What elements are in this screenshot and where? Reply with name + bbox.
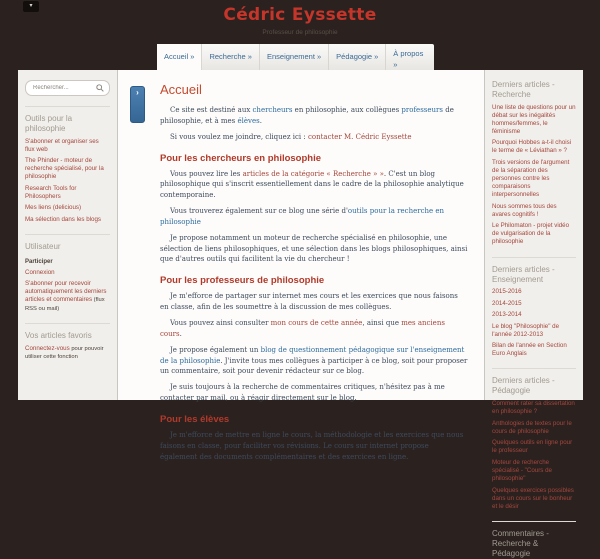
recent-article-link[interactable]: 2015-2016 xyxy=(492,288,522,295)
inline-link[interactable]: Connectez-vous xyxy=(25,344,70,352)
widget-heading-favorites: Vos articles favoris xyxy=(25,323,110,341)
participate-label: Participer xyxy=(25,259,53,266)
widget-heading-user: Utilisateur xyxy=(25,234,110,252)
section-heading-researchers: Pour les chercheurs en philosophie xyxy=(160,152,322,164)
text-segment: (flux RSS ou mail) xyxy=(25,297,105,312)
text-segment: . J'invite tous mes collègues à participer à ce blog, soit pour proposer un commentaire, soit pour devenir rédacteur sur ce blog. xyxy=(160,356,468,376)
paragraph-courses xyxy=(160,318,468,340)
widget-heading-commentaires: Commentaires - Recherche & Pédagogie xyxy=(492,521,576,559)
section-heading-teachers: Pour les professeurs de philosophie xyxy=(160,275,325,287)
login-link[interactable]: Connexion xyxy=(25,268,55,276)
recherche-link-list xyxy=(492,104,576,247)
text-segment: . C'est un blog philosophique qui s'inscrit essentiellement dans le cadre de la philosophie analytique contemporaine. xyxy=(160,169,464,200)
paragraph-tools xyxy=(160,206,468,228)
recent-article-link[interactable]: Quelques outils en ligne pour le professeur xyxy=(492,439,573,455)
recent-article-link[interactable]: Anthologies de textes pour le cours de philosophie xyxy=(492,419,572,435)
search-icon xyxy=(96,84,104,92)
inline-link[interactable]: professeurs xyxy=(401,106,443,114)
right-sidebar xyxy=(484,70,583,558)
recent-article-link[interactable]: 2013-2014 xyxy=(492,311,522,319)
recent-article-link[interactable]: Quelques exercices possibles dans un cours sur le bonheur et le désir xyxy=(492,486,574,510)
nav-tab-accueil[interactable]: Accueil » xyxy=(157,44,202,70)
recent-article-link[interactable]: Le blog "Philosophie" de l'année 2012-2013 xyxy=(492,322,560,338)
nav-tab-enseignement[interactable]: Enseignement » xyxy=(260,44,329,70)
sidebar-link[interactable]: Research Tools for Philosophers xyxy=(25,184,77,200)
recent-article-link[interactable]: Comment rater sa dissertation en philosophie ? xyxy=(492,399,575,415)
inline-link[interactable]: contacter M. Cédric Eyssette xyxy=(307,132,412,141)
nav-tab-recherche[interactable]: Recherche » xyxy=(202,44,260,70)
recent-article-link[interactable]: Nous sommes tous des avares cognitifs ! xyxy=(492,202,557,218)
text-segment: pour pouvoir utiliser cette fonction xyxy=(25,345,104,361)
inline-link[interactable]: mon cours de cette année xyxy=(270,318,363,327)
recent-article-link[interactable]: Trois versions de l'argument de la séparation des personnes contre les comparaisons interpersonnelles xyxy=(492,158,570,199)
inline-link[interactable]: mes anciens cours xyxy=(160,318,445,338)
text-segment: Ce site est destiné aux xyxy=(170,106,253,114)
widget-heading-tools: Outils pour la philosophie xyxy=(25,106,110,134)
inline-link[interactable]: blog de questionnement pédagogique sur l'enseignement de la philosophie xyxy=(160,345,465,365)
paragraph-feedback: Je suis toujours à la recherche de commentaires critiques, n'hésitez pas à me contacter par mail, ou à réagir directement sur le blog. xyxy=(160,383,445,403)
site-title: Cédric Eyssette xyxy=(223,5,377,25)
paragraph-search-engine: Je propose notamment un moteur de recherche spécialisé en philosophie, une sélection de liens philosophiques, et une sélection dans les blogs philosophiques, ainsi que d'autres outils qui facilitent la vie du chercheur ! xyxy=(160,233,468,264)
nav-tab-pedagogie[interactable]: Pédagogie » xyxy=(329,44,386,70)
widget-heading-pedagogie: Derniers articles - Pédagogie xyxy=(492,368,576,396)
inline-link[interactable]: articles de la catégorie « Recherche » » xyxy=(242,169,384,178)
inline-link[interactable]: S'abonner pour recevoir automatiquement les derniers articles et commentaires xyxy=(25,280,107,304)
nav-tab-a-propos[interactable]: À propos » xyxy=(393,49,424,70)
section-heading-students: Pour les élèves xyxy=(160,413,230,425)
sidebar-link[interactable]: S'abonner et organiser ses flux web xyxy=(25,137,99,153)
paragraph-pedagogy-blog xyxy=(160,345,468,378)
paragraph-intro xyxy=(160,105,468,127)
text-segment: Je propose également un xyxy=(170,345,261,354)
enseignement-link-list xyxy=(492,288,576,358)
text-segment: Vous pouvez lire les xyxy=(170,169,243,178)
content-wrapper xyxy=(18,70,583,558)
widget-heading-recherche: Derniers articles - Recherche xyxy=(492,80,555,99)
main-nav xyxy=(157,44,434,70)
subscribe-link xyxy=(25,280,110,313)
recent-article-link[interactable]: Pourquoi Hobbes a-t-il choisi le terme de « Léviathan » ? xyxy=(492,139,572,155)
page-title: Accueil xyxy=(160,82,202,97)
recent-article-link[interactable]: Bilan de l'année en Section Euro Anglais xyxy=(492,342,567,358)
tools-link-list xyxy=(25,138,110,225)
text-segment: de philosophie, et à mes xyxy=(160,106,454,125)
sidebar-link[interactable]: Ma sélection dans les blogs xyxy=(25,216,102,223)
paragraph-contact xyxy=(160,132,468,143)
paragraph-share: Je m'efforce de partager sur internet mes cours et les exercices que nous faisons en classe, afin de les soumettre à la discussion de mes collègues. xyxy=(160,292,458,312)
sidebar-link[interactable]: The Phinder - moteur de recherche spécialisé, pour la philosophie xyxy=(25,157,104,181)
chevron-down-icon: ▾ xyxy=(29,3,33,9)
text-segment: . xyxy=(259,116,262,125)
search-box xyxy=(25,80,110,96)
text-segment: Si vous voulez me joindre, cliquez ici : xyxy=(170,132,308,141)
bookmark-tab[interactable] xyxy=(130,86,145,123)
text-segment: , ainsi que xyxy=(362,318,402,327)
pedagogie-link-list xyxy=(492,400,576,511)
main-content xyxy=(118,70,484,461)
text-segment: Vous trouverez également sur ce blog une série d' xyxy=(170,207,348,216)
favorites-note xyxy=(25,345,110,362)
recent-article-link[interactable]: 2014-2015 xyxy=(492,299,522,307)
text-segment: . xyxy=(179,329,182,338)
paragraph-category xyxy=(160,169,468,202)
recent-article-link[interactable]: Moteur de recherche spécialisé - "Cours de philosophie" xyxy=(492,458,552,482)
recent-article-link[interactable]: Le Philomaton - projet vidéo de vulgarisation de la philosophie xyxy=(492,222,570,246)
inline-link[interactable]: chercheurs xyxy=(252,106,293,114)
inline-link[interactable]: outils pour la recherche en philosophie xyxy=(160,207,445,226)
text-segment: Vous pouvez ainsi consulter xyxy=(170,318,271,327)
site-subtitle: Professeur de philosophie xyxy=(262,29,338,36)
widget-heading-enseignement: Derniers articles - Enseignement xyxy=(492,257,576,285)
recent-article-link[interactable]: Une liste de questions pour un débat sur les inégalités hommes/femmes, le féminisme xyxy=(492,103,576,135)
sidebar-link[interactable]: Mes liens (delicious) xyxy=(25,204,82,212)
search-input[interactable] xyxy=(31,84,96,92)
inline-link[interactable]: élèves xyxy=(237,116,260,125)
chevron-right-icon: › xyxy=(136,88,139,97)
paragraph-students: Je m'efforce de mettre en ligne le cours, la méthodologie et les exercices que nous faisons en classe, pour faciliter vos révisions. Le cours sur internet propose également des documents complémentaires et des exercices en ligne. xyxy=(160,430,464,461)
text-segment: en philosophie, aux collègues xyxy=(292,106,402,114)
left-sidebar xyxy=(18,70,118,400)
